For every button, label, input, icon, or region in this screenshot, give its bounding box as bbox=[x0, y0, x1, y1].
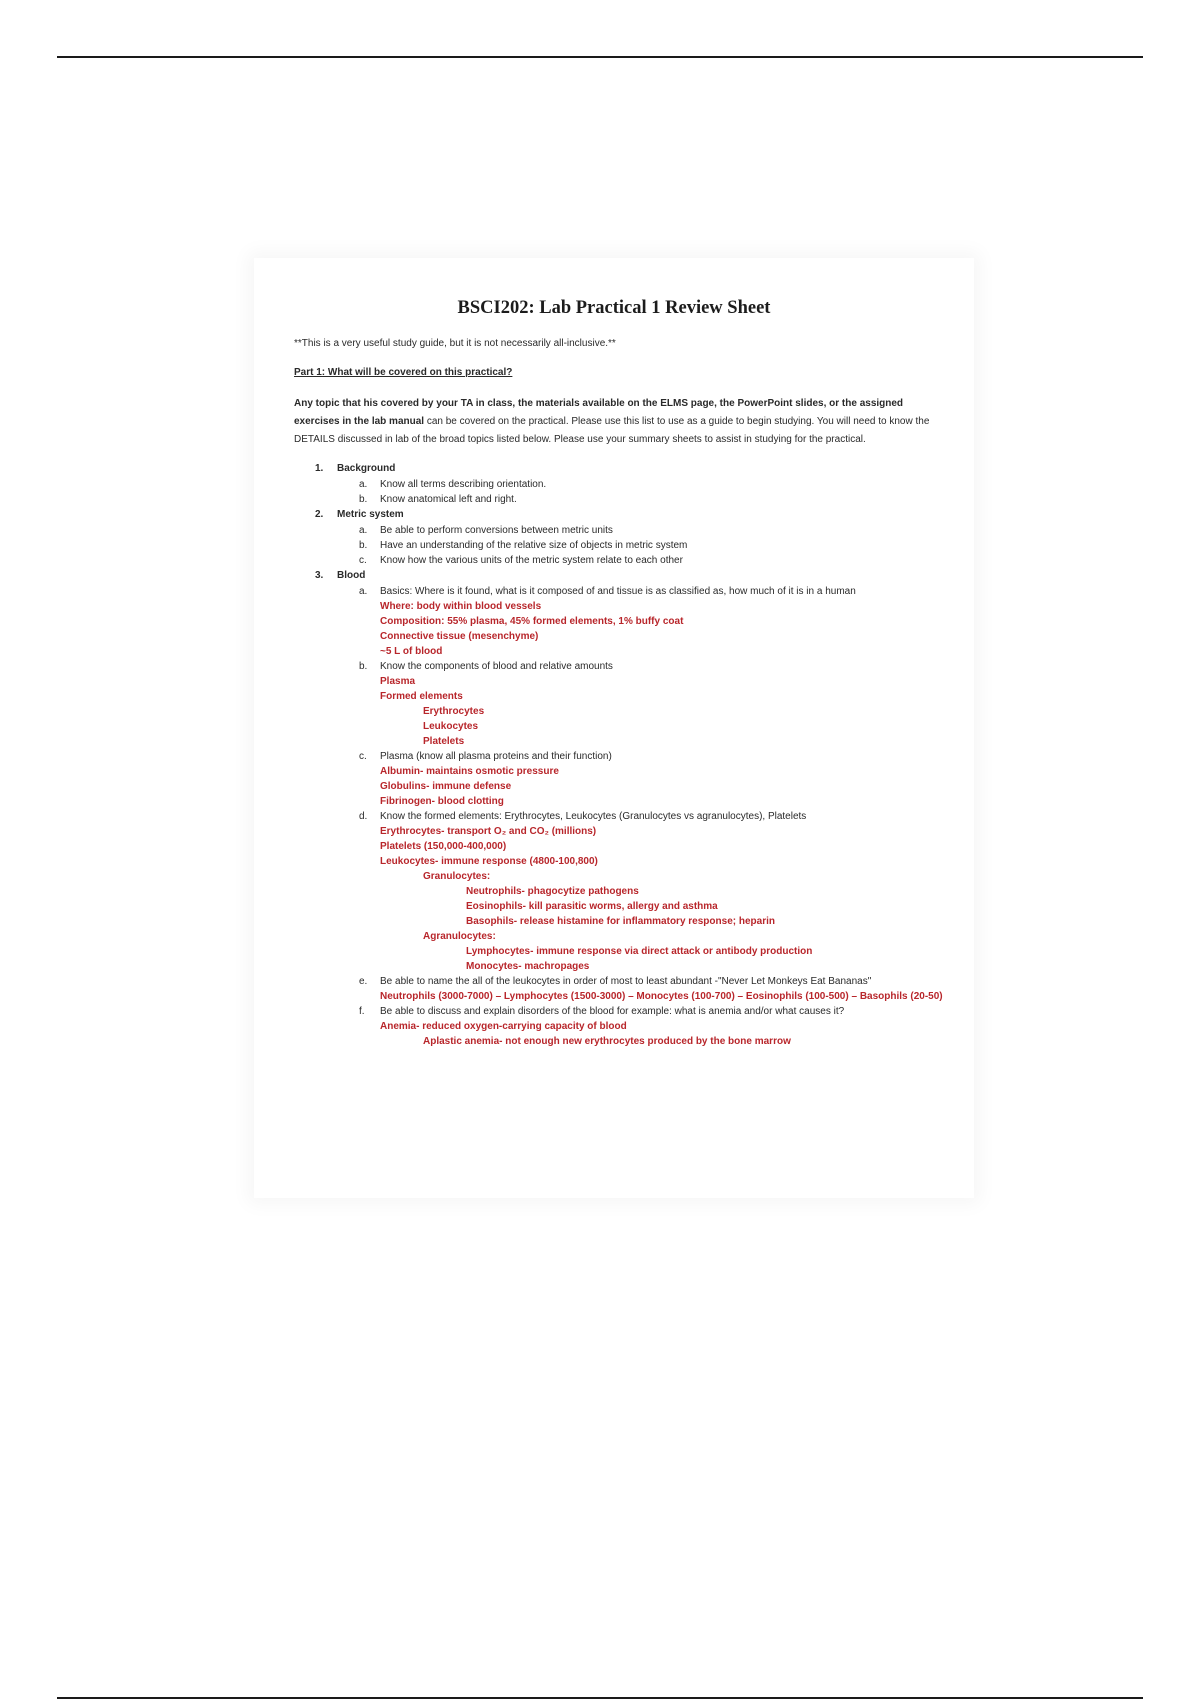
item-text: Basics: Where is it found, what is it composed of and tissue is as classified as, how much of it is in a human bbox=[380, 586, 856, 597]
intro-paragraph bbox=[294, 395, 944, 449]
item-text: Know the components of blood and relative amounts bbox=[380, 661, 613, 672]
intro-rest: can be covered on the practical. Please use this list to use as a guide to begin studying. You will need to know the DETAILS discussed in lab of the broad topics listed below. Please use your summary sheets to assist in studying for the practical. bbox=[294, 416, 930, 445]
answer-line: Leukocytes- immune response (4800-100,800) bbox=[380, 856, 598, 867]
section-heading bbox=[294, 507, 944, 523]
item-text: Know all terms describing orientation. bbox=[380, 479, 547, 490]
answer-line: Neutrophils (3000-7000) – Lymphocytes (1500-3000) – Monocytes (100-700) – Eosinophils (100-500) – Basophils (20-50) bbox=[380, 991, 943, 1002]
item-letter: c. bbox=[359, 555, 367, 566]
outline-item bbox=[294, 492, 944, 507]
answer-line: Albumin- maintains osmotic pressure bbox=[380, 766, 559, 777]
item-letter: b. bbox=[359, 661, 368, 672]
answer-line: Erythrocytes bbox=[423, 706, 485, 717]
answer-line: Basophils- release histamine for inflammatory response; heparin bbox=[466, 916, 775, 927]
item-text: Be able to discuss and explain disorders of the blood for example: what is anemia and/or what causes it? bbox=[380, 1006, 845, 1017]
answer-line: Plasma bbox=[380, 676, 416, 687]
item-text: Be able to name the all of the leukocytes in order of most to least abundant -"Never Let Monkeys Eat Bananas" bbox=[380, 976, 872, 987]
section-number: 3. bbox=[315, 570, 324, 581]
answer-line: Fibrinogen- blood clotting bbox=[380, 796, 504, 807]
answer-line: Composition: 55% plasma, 45% formed elements, 1% buffy coat bbox=[380, 616, 684, 627]
answer-line: Globulins- immune defense bbox=[380, 781, 512, 792]
document-body bbox=[294, 336, 944, 1049]
outline-item bbox=[294, 584, 944, 599]
item-letter: e. bbox=[359, 976, 368, 987]
item-text: Have an understanding of the relative size of objects in metric system bbox=[380, 540, 688, 551]
answer-line: Erythrocytes- transport O₂ and CO₂ (millions) bbox=[380, 826, 597, 837]
item-letter: c. bbox=[359, 751, 367, 762]
answer-line: Lymphocytes- immune response via direct attack or antibody production bbox=[466, 946, 813, 957]
section-label: Metric system bbox=[337, 509, 404, 520]
outline-item bbox=[294, 659, 944, 674]
outline-item bbox=[294, 1004, 944, 1019]
answer-line: Granulocytes: bbox=[423, 871, 491, 882]
outline-item bbox=[294, 974, 944, 989]
top-rule bbox=[57, 56, 1143, 58]
item-letter: a. bbox=[359, 525, 368, 536]
answer-line: Neutrophils- phagocytize pathogens bbox=[466, 886, 639, 897]
outline-item bbox=[294, 477, 944, 492]
answer-line: Platelets bbox=[423, 736, 465, 747]
outline-item bbox=[294, 749, 944, 764]
item-text: Plasma (know all plasma proteins and their function) bbox=[380, 751, 612, 762]
answer-line: Eosinophils- kill parasitic worms, allergy and asthma bbox=[466, 901, 718, 912]
study-guide-note: **This is a very useful study guide, but it is not necessarily all-inclusive.** bbox=[294, 338, 616, 349]
part-heading: Part 1: What will be covered on this practical? bbox=[294, 367, 513, 378]
section-number: 1. bbox=[315, 463, 324, 474]
answer-line: Monocytes- machropages bbox=[466, 961, 590, 972]
item-text: Know how the various units of the metric system relate to each other bbox=[380, 555, 683, 566]
outline-item bbox=[294, 809, 944, 824]
section-heading bbox=[294, 461, 944, 477]
answer-line: Anemia- reduced oxygen-carrying capacity of blood bbox=[380, 1021, 627, 1032]
outline-item bbox=[294, 553, 944, 568]
document-page bbox=[254, 258, 974, 1198]
item-text: Know anatomical left and right. bbox=[380, 494, 517, 505]
outline-item bbox=[294, 538, 944, 553]
document-title: BSCI202: Lab Practical 1 Review Sheet bbox=[457, 298, 771, 318]
outline-item bbox=[294, 523, 944, 538]
item-text: Be able to perform conversions between metric units bbox=[380, 525, 613, 536]
item-letter: a. bbox=[359, 586, 368, 597]
bottom-rule bbox=[57, 1697, 1143, 1699]
section-label: Blood bbox=[337, 570, 366, 581]
intro-bold: Any topic that his covered by your TA in class, the materials available on the ELMS page, the PowerPoint slides, or the assigned exercises in the lab manual bbox=[294, 398, 904, 427]
section-label: Background bbox=[337, 463, 396, 474]
answer-line: Agranulocytes: bbox=[423, 931, 496, 942]
item-letter: a. bbox=[359, 479, 368, 490]
item-letter: d. bbox=[359, 811, 368, 822]
answer-line: Connective tissue (mesenchyme) bbox=[380, 631, 539, 642]
answer-line: Formed elements bbox=[380, 691, 463, 702]
item-letter: b. bbox=[359, 540, 368, 551]
answer-line: ~5 L of blood bbox=[380, 646, 443, 657]
section-heading bbox=[294, 568, 944, 584]
item-letter: f. bbox=[359, 1006, 365, 1017]
section-number: 2. bbox=[315, 509, 324, 520]
answer-line: Platelets (150,000-400,000) bbox=[380, 841, 507, 852]
answer-line: Leukocytes bbox=[423, 721, 479, 732]
item-letter: b. bbox=[359, 494, 368, 505]
answer-line: Where: body within blood vessels bbox=[380, 601, 542, 612]
item-text: Know the formed elements: Erythrocytes, Leukocytes (Granulocytes vs agranulocytes), Platelets bbox=[380, 811, 807, 822]
topic-outline bbox=[294, 461, 944, 1049]
answer-line: Aplastic anemia- not enough new erythrocytes produced by the bone marrow bbox=[423, 1036, 791, 1047]
